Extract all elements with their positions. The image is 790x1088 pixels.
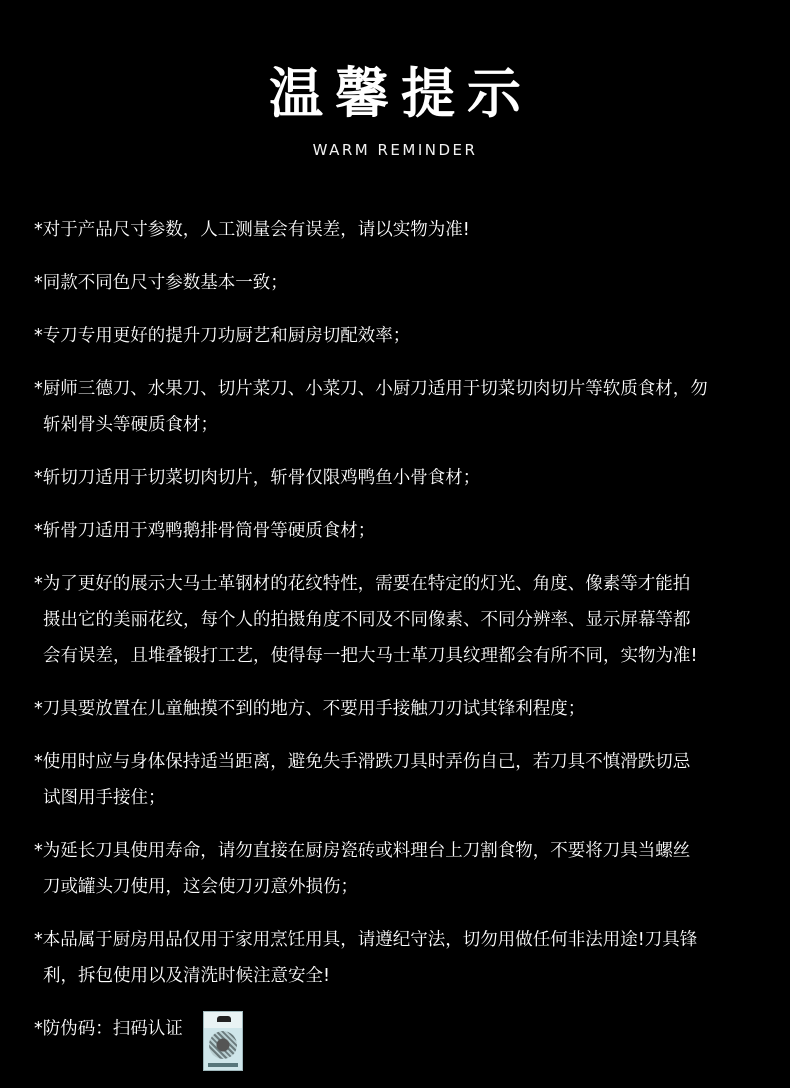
note-dedicated-knives [34, 318, 764, 354]
note-color-variants [34, 265, 764, 301]
note-line: 刀或罐头刀使用，这会使刀刃意外损伤； [43, 877, 358, 897]
page-subtitle: WARM REMINDER [312, 141, 478, 159]
note-line: *刀具要放置在儿童触摸不到的地方、不要用手接触刀刃试其锋利程度； [34, 699, 586, 719]
note-lifespan [34, 833, 764, 905]
note-line: 利，拆包使用以及清洗时候注意安全! [43, 966, 331, 986]
qr-code-sticker-icon[interactable] [203, 1011, 243, 1071]
note-line: *专刀专用更好的提升刀功厨艺和厨房切配效率； [34, 326, 411, 346]
note-line: 会有误差，且堆叠锻打工艺，使得每一把大马士革刀具纹理都会有所不同，实物为准! [43, 646, 698, 666]
note-line: *为延长刀具使用寿命，请勿直接在厨房瓷砖或料理台上刀割食物，不要将刀具当螺丝 [34, 841, 691, 861]
page-title: 温馨提示 [269, 62, 533, 125]
header [0, 62, 790, 160]
note-usage-distance [34, 744, 764, 816]
note-line: 试图用手接住； [43, 788, 166, 808]
note-line: 摄出它的美丽花纹，每个人的拍摄角度不同及不同像素、不同分辨率、显示屏幕等都 [43, 610, 691, 630]
note-line: *本品属于厨房用品仅用于家用烹饪用具，请遵纪守法，切勿用做任何非法用途!刀具锋 [34, 930, 698, 950]
note-line: *使用时应与身体保持适当距离，避免失手滑跌刀具时弄伤自己，若刀具不慎滑跌切忌 [34, 752, 691, 772]
qr-pattern-icon [209, 1031, 237, 1059]
brand-logo-icon [217, 1016, 231, 1022]
anti-counterfeit-label: *防伪码：扫码认证 [34, 1019, 183, 1039]
qr-sticker-footer [208, 1063, 238, 1067]
note-bone-knife [34, 513, 764, 549]
note-damascus-pattern [34, 566, 764, 674]
note-line: 斩剁骨头等硬质食材； [43, 415, 218, 435]
notes-list [34, 212, 764, 1088]
note-soft-food-knives [34, 371, 764, 443]
note-line: *斩骨刀适用于鸡鸭鹅排骨筒骨等硬质食材； [34, 521, 376, 541]
note-line: *厨师三德刀、水果刀、切片菜刀、小菜刀、小厨刀适用于切菜切肉切片等软质食材，勿 [34, 379, 708, 399]
note-line: *斩切刀适用于切菜切肉切片，斩骨仅限鸡鸭鱼小骨食材； [34, 468, 481, 488]
note-size-error [34, 212, 764, 248]
note-legal-use [34, 922, 764, 994]
note-child-safety [34, 691, 764, 727]
note-chopping-knife [34, 460, 764, 496]
note-line: *对于产品尺寸参数，人工测量会有误差，请以实物为准! [34, 220, 470, 240]
note-line: *同款不同色尺寸参数基本一致； [34, 273, 288, 293]
anti-counterfeit-row [34, 1011, 764, 1071]
note-line: *为了更好的展示大马士革钢材的花纹特性，需要在特定的灯光、角度、像素等才能拍 [34, 574, 691, 594]
